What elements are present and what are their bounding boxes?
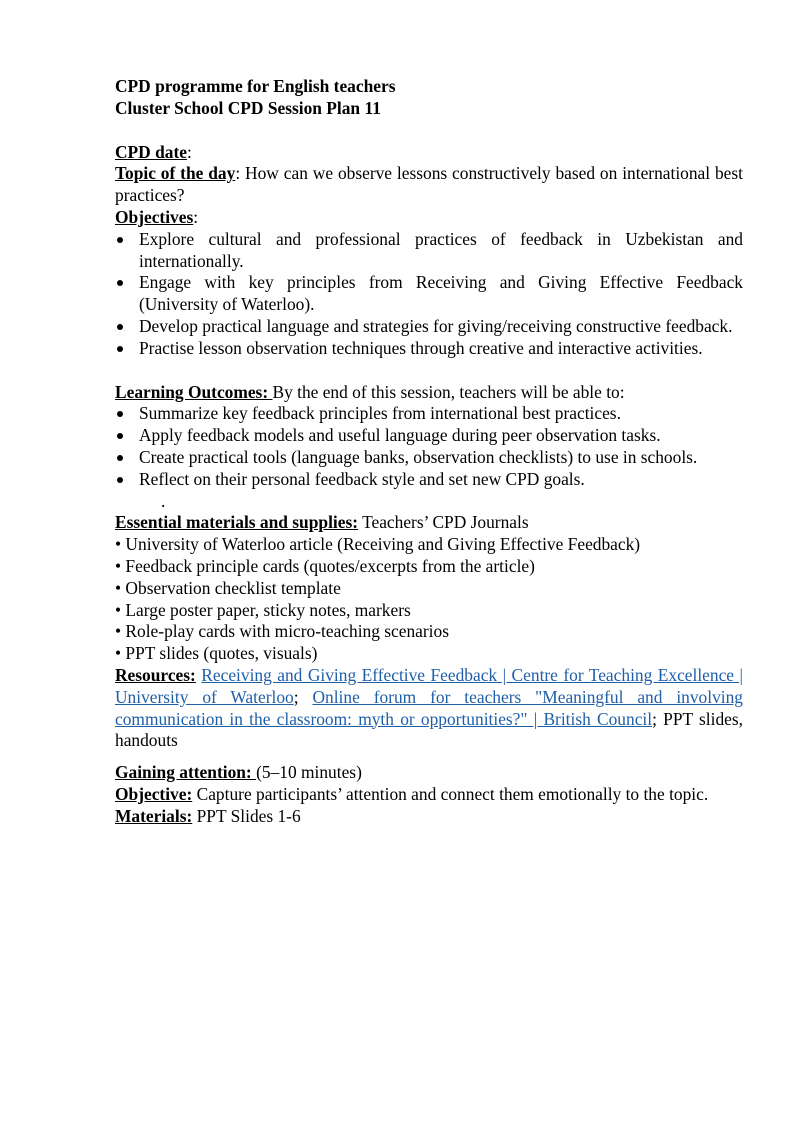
materials-item: • University of Waterloo article (Receiving and Giving Effective Feedback) — [115, 534, 641, 555]
gaining-attention-heading — [115, 762, 743, 784]
cpd-date-label: CPD date — [115, 141, 187, 162]
spacer — [115, 120, 743, 142]
materials-item: • Feedback principle cards (quotes/excerpts from the article) — [115, 555, 535, 576]
cpd-date-line — [115, 142, 743, 164]
materials-item: • Observation checklist template — [115, 577, 341, 598]
list-item: Reflect on their personal feedback style and set new CPD goals. — [115, 469, 743, 491]
list-item: Develop practical language and strategies for giving/receiving constructive feedback. — [115, 316, 743, 338]
materials-item: • PPT slides (quotes, visuals) — [115, 643, 318, 664]
outcomes-heading — [115, 382, 743, 404]
outcomes-intro: By the end of this session, teachers will be able to: — [272, 381, 625, 402]
stray-dot: . — [161, 490, 166, 511]
list-item: Engage with key principles from Receiving and Giving Effective Feedback (University of Waterloo). — [115, 272, 743, 316]
list-item: Explore cultural and professional practices of feedback in Uzbekistan and internationally. — [115, 229, 743, 273]
resources-paragraph — [115, 665, 743, 752]
cpd-date-colon: : — [186, 141, 192, 162]
list-item: Apply feedback models and useful language during peer observation tasks. — [115, 425, 743, 447]
objectives-heading — [115, 207, 743, 229]
materials-intro: Teachers’ CPD Journals — [358, 512, 529, 533]
gaining-materials-text: PPT Slides 1-6 — [192, 805, 301, 826]
list-item: Practise lesson observation techniques through creative and interactive activities. — [115, 338, 743, 360]
objectives-list — [115, 229, 743, 360]
spacer — [115, 752, 743, 762]
objectives-label: Objectives — [115, 206, 194, 227]
materials-item: • Role-play cards with micro-teaching scenarios — [115, 621, 449, 642]
outcomes-list — [115, 403, 743, 490]
resources-tail: ; PPT slides, handouts — [115, 708, 743, 751]
spacer — [115, 360, 743, 382]
topic-label: Topic of the day — [115, 163, 236, 184]
gaining-materials-label: Materials: — [115, 805, 193, 826]
materials-label: Essential materials and supplies: — [115, 512, 359, 533]
gaining-objective-text: Capture participants’ attention and connect them emotionally to the topic. — [192, 783, 709, 804]
british-council-forum-link[interactable]: Online forum for teachers "Meaningful and involving communication in the classroom: myth or opportunities?" | British Council — [115, 686, 744, 729]
topic-line — [115, 163, 743, 207]
document-page — [115, 76, 743, 828]
gaining-objective-line — [115, 784, 743, 806]
gaining-attention-time: (5–10 minutes) — [256, 762, 362, 783]
waterloo-feedback-link[interactable]: Receiving and Giving Effective Feedback | Centre for Teaching Excellence | University of Waterloo — [115, 664, 743, 707]
materials-item: • Large poster paper, sticky notes, markers — [115, 599, 411, 620]
doc-subtitle: Cluster School CPD Session Plan 11 — [115, 97, 381, 118]
outcomes-label: Learning Outcomes: — [115, 381, 273, 402]
objectives-colon: : — [193, 206, 199, 227]
gaining-materials-line — [115, 806, 743, 828]
topic-text: : How can we observe lessons constructively based on international best practices? — [115, 163, 744, 206]
materials-heading — [115, 512, 743, 534]
resources-separator: ; — [293, 686, 313, 707]
resources-label: Resources: — [115, 664, 196, 685]
gaining-attention-label: Gaining attention: — [115, 762, 257, 783]
list-item: Summarize key feedback principles from international best practices. — [115, 403, 743, 425]
gaining-objective-label: Objective: — [115, 783, 193, 804]
doc-title: CPD programme for English teachers — [115, 76, 396, 96]
list-item: Create practical tools (language banks, observation checklists) to use in schools. — [115, 447, 743, 469]
